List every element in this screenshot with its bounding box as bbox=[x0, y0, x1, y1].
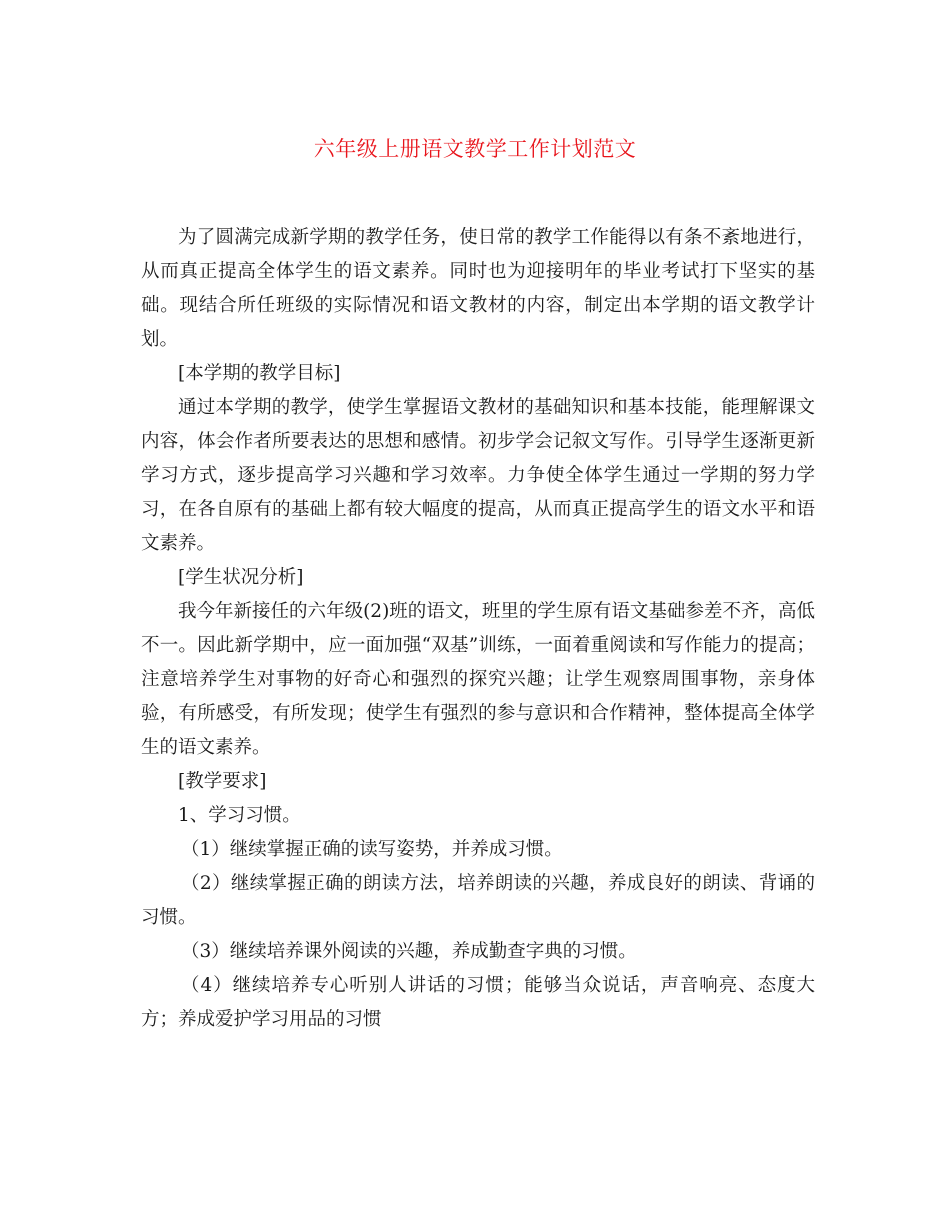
requirement-item-1: （1）继续掌握正确的读写姿势，并养成习惯。 bbox=[181, 839, 563, 860]
document-title: 六年级上册语文教学工作计划范文 bbox=[313, 137, 637, 161]
analysis-paragraph: 我今年新接任的六年级(2)班的语文，班里的学生原有语文基础参差不齐，高低不一。因此新学期中，应一面加强“双基”训练，一面着重阅读和写作能力的提高；注意培养学生对事物的好奇心和强烈的探究兴趣；让学生观察周围事物，亲身体验，有所感受，有所发现；使学生有强烈的参与意识和合作精神，整体提高全体学生的语文素养。 bbox=[141, 601, 815, 758]
section-heading-requirements: [教学要求] bbox=[178, 771, 267, 792]
requirement-heading-habits: 1、学习习惯。 bbox=[178, 805, 301, 826]
section-heading-analysis: [学生状况分析] bbox=[178, 567, 304, 588]
requirement-item-4: （4）继续培养专心听别人讲话的习惯；能够当众说话，声音响亮、态度大方；养成爱护学习用品的习惯 bbox=[141, 975, 815, 1030]
goals-paragraph: 通过本学期的教学，使学生掌握语文教材的基础知识和基本技能，能理解课文内容，体会作者所要表达的思想和感情。初步学会记叙文写作。引导学生逐渐更新学习方式，逐步提高学习兴趣和学习效率。力争使全体学生通过一学期的努力学习，在各自原有的基础上都有较大幅度的提高，从而真正提高学生的语文水平和语文素养。 bbox=[141, 397, 815, 554]
section-heading-goals: [本学期的教学目标] bbox=[178, 363, 341, 384]
intro-paragraph: 为了圆满完成新学期的教学任务，使日常的教学工作能得以有条不紊地进行，从而真正提高全体学生的语文素养。同时也为迎接明年的毕业考试打下坚实的基础。现结合所任班级的实际情况和语文教材的内容，制定出本学期的语文教学计划。 bbox=[141, 227, 815, 350]
requirement-item-2: （2）继续掌握正确的朗读方法，培养朗读的兴趣，养成良好的朗读、背诵的习惯。 bbox=[141, 873, 815, 928]
requirement-item-3: （3）继续培养课外阅读的兴趣，养成勤查字典的习惯。 bbox=[181, 941, 637, 962]
document-body bbox=[141, 221, 815, 1037]
